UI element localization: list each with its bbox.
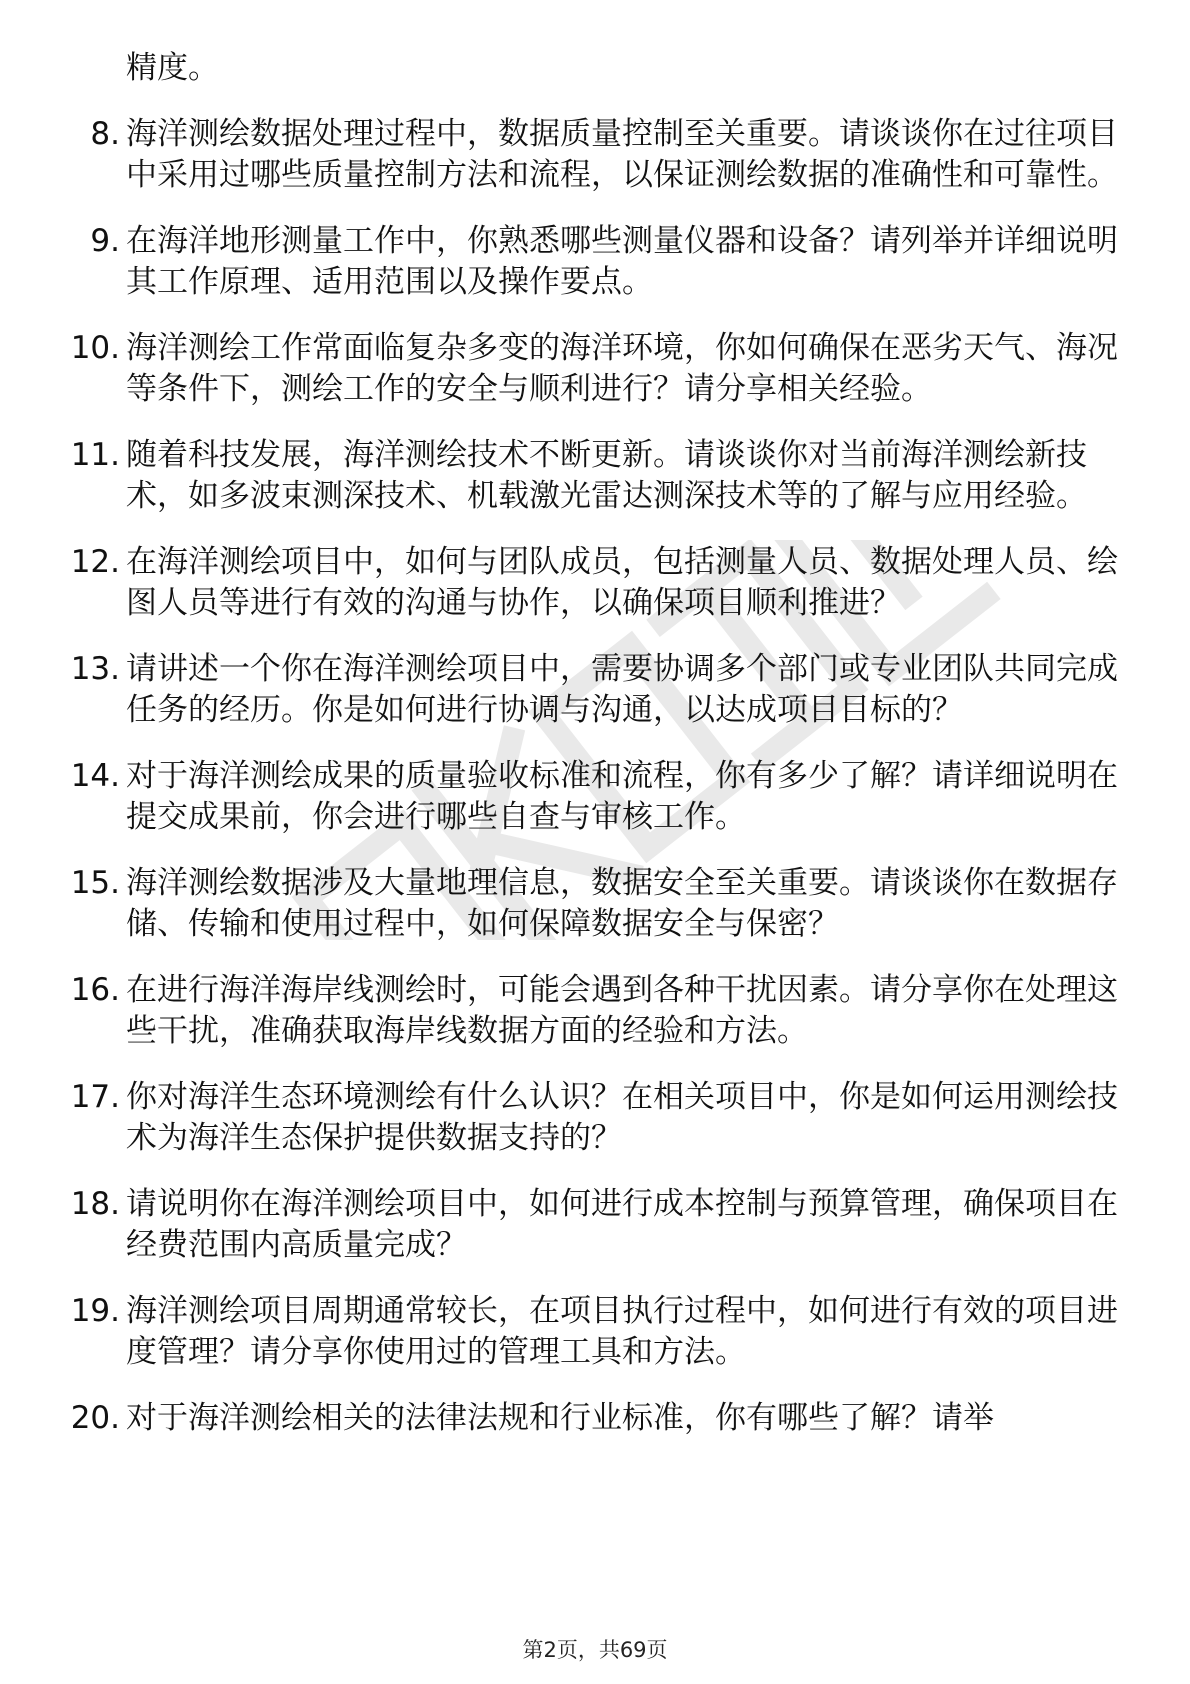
- question-number: 15.: [70, 865, 120, 901]
- question-number: 20.: [70, 1400, 120, 1436]
- question-text: 在海洋地形测量工作中，你熟悉哪些测量仪器和设备？请列举并详细说明其工作原理、适用范围以及操作要点。: [126, 223, 1118, 300]
- question-text: 在进行海洋海岸线测绘时，可能会遇到各种干扰因素。请分享你在处理这些干扰，准确获取海岸线数据方面的经验和方法。: [126, 972, 1118, 1049]
- question-list: [62, 114, 1122, 1439]
- question-item: [62, 1184, 1122, 1266]
- question-number: 8.: [90, 116, 120, 152]
- page-footer: 第2页，共69页: [522, 1638, 668, 1662]
- question-item: [62, 649, 1122, 731]
- question-text: 随着科技发展，海洋测绘技术不断更新。请谈谈你对当前海洋测绘新技术，如多波束测深技术、机载激光雷达测深技术等的了解与应用经验。: [126, 437, 1087, 514]
- question-item: [62, 1291, 1122, 1373]
- question-number: 10.: [70, 330, 120, 366]
- question-text: 你对海洋生态环境测绘有什么认识？在相关项目中，你是如何运用测绘技术为海洋生态保护提供数据支持的？: [126, 1079, 1118, 1156]
- question-text: 对于海洋测绘相关的法律法规和行业标准，你有哪些了解？请举: [126, 1400, 994, 1436]
- question-number: 13.: [70, 651, 120, 687]
- question-item: [62, 863, 1122, 945]
- question-item: [62, 1077, 1122, 1159]
- question-item: [62, 221, 1122, 303]
- question-item: [62, 435, 1122, 517]
- question-item: [62, 756, 1122, 838]
- question-item: [62, 328, 1122, 410]
- question-text: 在海洋测绘项目中，如何与团队成员，包括测量人员、数据处理人员、绘图人员等进行有效的沟通与协作，以确保项目顺利推进？: [126, 544, 1118, 621]
- question-text: 海洋测绘项目周期通常较长，在项目执行过程中，如何进行有效的项目进度管理？请分享你使用过的管理工具和方法。: [126, 1293, 1118, 1370]
- question-item: [62, 970, 1122, 1052]
- question-text: 请说明你在海洋测绘项目中，如何进行成本控制与预算管理，确保项目在经费范围内高质量完成？: [126, 1186, 1118, 1263]
- question-number: 12.: [70, 544, 120, 580]
- page-content: [62, 48, 1122, 1464]
- question-number: 17.: [70, 1079, 120, 1115]
- question-text: 对于海洋测绘成果的质量验收标准和流程，你有多少了解？请详细说明在提交成果前，你会进行哪些自查与审核工作。: [126, 758, 1118, 835]
- question-number: 11.: [70, 437, 120, 473]
- question-number: 19.: [70, 1293, 120, 1329]
- question-text: 海洋测绘工作常面临复杂多变的海洋环境，你如何确保在恶劣天气、海况等条件下，测绘工作的安全与顺利进行？请分享相关经验。: [126, 330, 1118, 407]
- continuation-text: 精度。: [126, 50, 219, 86]
- question-item: [62, 114, 1122, 196]
- question-number: 9.: [90, 223, 120, 259]
- question-number: 18.: [70, 1186, 120, 1222]
- question-item: [62, 1398, 1122, 1439]
- question-number: 16.: [70, 972, 120, 1008]
- question-number: 14.: [70, 758, 120, 794]
- question-text: 海洋测绘数据涉及大量地理信息，数据安全至关重要。请谈谈你在数据存储、传输和使用过程中，如何保障数据安全与保密？: [126, 865, 1118, 942]
- question-item: [62, 542, 1122, 624]
- question-text: 海洋测绘数据处理过程中，数据质量控制至关重要。请谈谈你在过往项目中采用过哪些质量控制方法和流程，以保证测绘数据的准确性和可靠性。: [126, 116, 1118, 193]
- question-text: 请讲述一个你在海洋测绘项目中，需要协调多个部门或专业团队共同完成任务的经历。你是如何进行协调与沟通，以达成项目目标的？: [126, 651, 1118, 728]
